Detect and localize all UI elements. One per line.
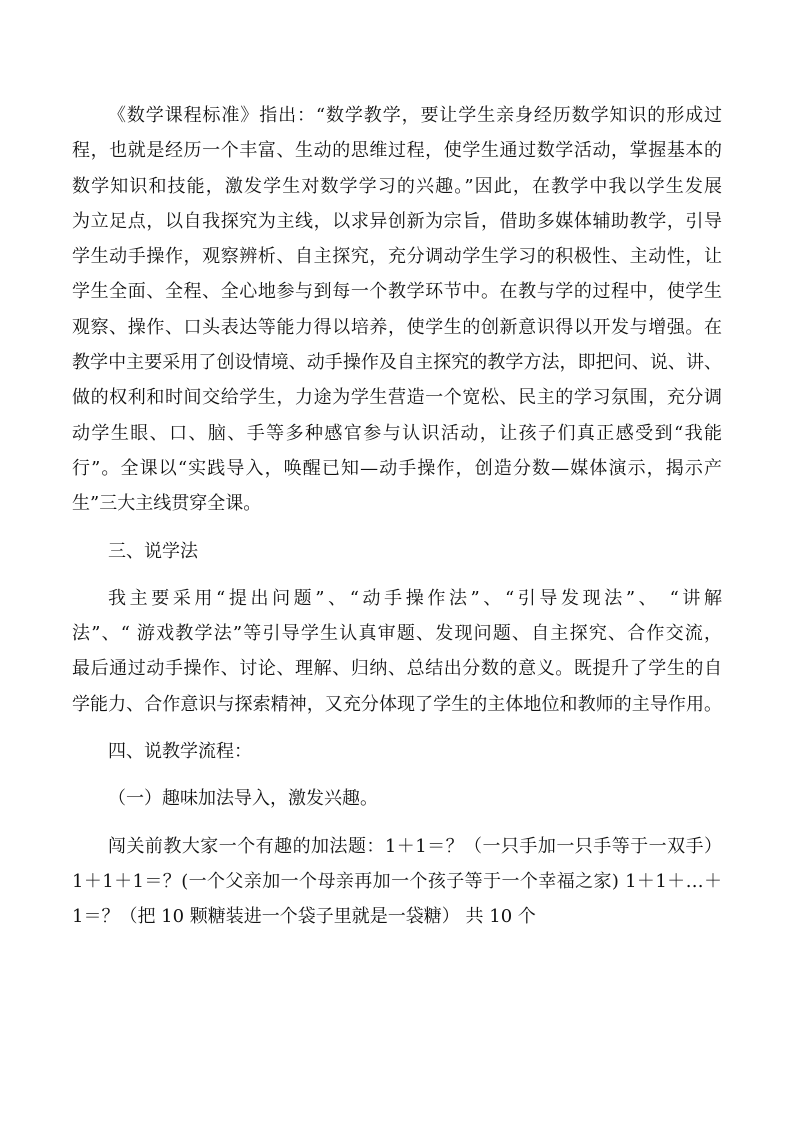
text-line: 《数学课程标准》指出：“数学教学，要让学生亲身经历数学知识的形成过 [108, 105, 722, 126]
subheading-interest-addition: （一）趣味加法导入，激发兴趣。 [108, 788, 378, 810]
text-line: 1＝？（把 10 颗糖装进一个袋子里就是一袋糖） 共 10 个 [72, 906, 536, 928]
text-line: 学生全面、全程、全心地参与到每一个教学环节中。在教与学的过程中，使学生 [72, 281, 722, 303]
text-line: 数学知识和技能，激发学生对数学学习的兴趣。”因此，在教学中我以学生发展 [72, 175, 722, 197]
paragraph-gap [72, 769, 722, 781]
section-heading-teaching-flow: 四、说教学流程： [108, 741, 252, 763]
paragraph-gap [72, 569, 722, 581]
text-line: 法”、“ 游戏教学法”等引导学生认真审题、发现问题、自主探究、合作交流， [72, 623, 722, 645]
text-line: 为立足点，以自我探究为主线，以求异创新为宗旨，借助多媒体辅助教学，引导 [72, 210, 722, 232]
section-heading-study-method: 三、说学法 [108, 540, 198, 562]
text-line: 观察、操作、口头表达等能力得以培养，使学生的创新意识得以开发与增强。在 [72, 316, 722, 338]
text-line: 闯关前教大家一个有趣的加法题：1＋1＝？（一只手加一只手等于一双手） [108, 835, 722, 857]
text-line: 1＋1＋1＝？(一个父亲加一个母亲再加一个孩子等于一个幸福之家) 1＋1＋…＋ [72, 870, 722, 892]
paragraph-curriculum-standard [72, 98, 722, 522]
paragraph-gap [72, 522, 722, 534]
text-line: 动学生眼、口、脑、手等多种感官参与认识活动，让孩子们真正感受到“我能 [72, 422, 722, 444]
paragraph-gap [72, 817, 722, 829]
paragraph-study-method [72, 581, 722, 722]
paragraph-addition-problems [72, 829, 722, 935]
text-line: 行”。全课以“实践导入，唤醒已知—动手操作，创造分数—媒体演示，揭示产 [72, 457, 722, 479]
text-line: 做的权利和时间交给学生，力途为学生营造一个宽松、民主的学习氛围，充分调 [72, 387, 722, 409]
text-line: 程，也就是经历一个丰富、生动的思维过程，使学生通过数学活动，掌握基本的 [72, 140, 722, 162]
text-line: 学能力、合作意识与探索精神，又充分体现了学生的主体地位和教师的主导作用。 [72, 693, 722, 715]
text-line: 学生动手操作，观察辨析、自主探究，充分调动学生学习的积极性、主动性，让 [72, 246, 722, 268]
paragraph-gap [72, 722, 722, 734]
document-body [72, 98, 722, 935]
text-line: 教学中主要采用了创设情境、动手操作及自主探究的教学方法，即把问、说、讲、 [72, 352, 722, 374]
text-line: 生”三大主线贯穿全课。 [72, 493, 262, 515]
text-line: 最后通过动手操作、讨论、理解、归纳、总结出分数的意义。既提升了学生的自 [72, 658, 722, 680]
text-line: 我主要采用“提出问题”、“动手操作法”、“引导发现法”、 “讲解 [108, 587, 722, 609]
